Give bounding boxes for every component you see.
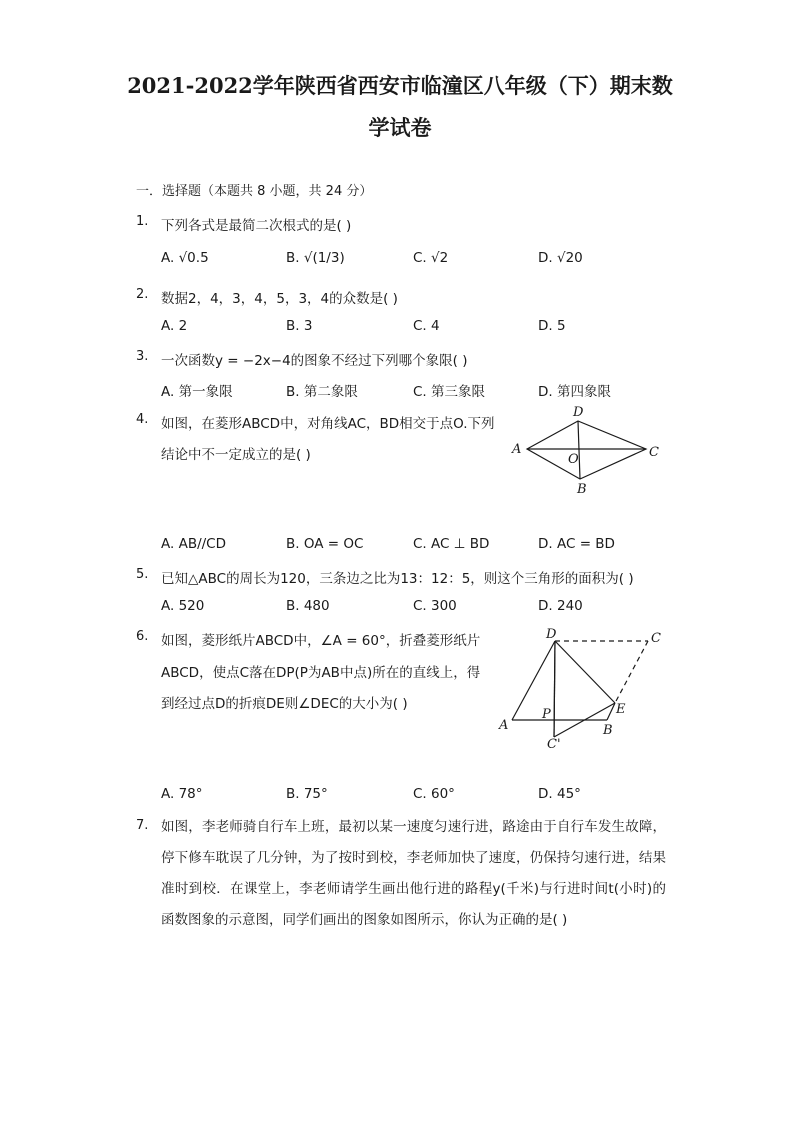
question-1-text: 下列各式是最简二次根式的是( ) [161,218,352,234]
q4-label-b: B [577,482,587,497]
question-3-option-b: B. 第二象限 [286,384,358,400]
question-1-number: 1. [136,214,149,229]
question-4-rhombus-figure [500,405,670,500]
question-2-text: 数据2，4，3，4，5，3，4的众数是( ) [161,291,398,307]
q6-label-c-prime: C' [547,737,561,752]
question-4-option-c: C. AC ⊥ BD [413,536,490,552]
question-3-option-c: C. 第三象限 [413,384,486,400]
dashed-ce [615,641,648,703]
question-4-text-line2: 结论中不一定成立的是( ) [161,447,311,463]
q6-label-c: C [651,631,661,646]
question-6-option-b: B. 75° [286,786,328,802]
question-6-number: 6. [136,629,149,644]
question-6-text-line3: 到经过点D的折痕DE则∠DEC的大小为( ) [161,696,408,712]
question-2-option-a: A. 2 [161,318,188,334]
q6-label-b: B [603,723,613,738]
question-5-option-c: C. 300 [413,598,457,614]
question-2-option-d: D. 5 [538,318,566,334]
question-2-option-c: C. 4 [413,318,440,334]
question-1-option-b: B. √(1/3) [286,250,345,266]
question-5-option-d: D. 240 [538,598,583,614]
question-5-text: 已知△ABC的周长为120，三条边之比为13：12：5，则这个三角形的面积为( ) [161,571,634,587]
q6-label-d: D [546,627,557,642]
question-3-text: 一次函数y = −2x−4的图象不经过下列哪个象限( ) [161,353,468,369]
question-3-option-d: D. 第四象限 [538,384,611,400]
question-6-folding-figure [495,625,675,755]
section-heading: 一．选择题（本题共 8 小题，共 24 分） [136,184,373,199]
question-6-option-a: A. 78° [161,786,203,802]
question-1-option-a: A. √0.5 [161,250,209,266]
question-6-option-c: C. 60° [413,786,455,802]
question-1-option-c: C. √2 [413,250,449,266]
q4-label-d: D [573,405,584,420]
exam-title-line2: 学试卷 [368,115,432,140]
q6-label-e: E [616,702,626,717]
q6-label-p: P [542,707,551,722]
question-4-option-d: D. AC = BD [538,536,615,552]
question-2-option-b: B. 3 [286,318,313,334]
question-6-option-d: D. 45° [538,786,581,802]
question-5-number: 5. [136,567,149,582]
question-7-number: 7. [136,818,149,833]
question-5-option-b: B. 480 [286,598,330,614]
question-4-number: 4. [136,412,149,427]
question-3-option-a: A. 第一象限 [161,384,233,400]
exam-title-line1: 2021-2022学年陕西省西安市临潼区八年级（下）期末数 [127,73,673,98]
q4-label-c: C [649,445,659,460]
question-5-option-a: A. 520 [161,598,205,614]
diagonal-bd [578,421,580,479]
question-7-text: 如图，李老师骑自行车上班，最初以某一速度匀速行进，路途由于自行车发生故障，停下修车耽误了几分钟，为了按时到校，李老师加快了速度，仍保持匀速行进，结果准时到校．在课堂上，李老师请学生画出他行进的路程y(千米)与行进时间t(小时)的函数图象的示意图，同学们画出的图象如图所示，你认为正确的是( ) [161,819,666,928]
question-2-number: 2. [136,287,149,302]
q4-label-a: A [512,442,522,457]
rhombus-abcd [527,421,646,479]
q4-label-o: O [568,452,579,467]
question-6-text-line2: ABCD，使点C落在DP(P为AB中点)所在的直线上，得 [161,665,481,681]
question-1-option-d: D. √20 [538,250,583,266]
question-4-option-b: B. OA = OC [286,536,364,552]
q6-label-a: A [499,718,509,733]
question-6-text-line1: 如图，菱形纸片ABCD中，∠A = 60°，折叠菱形纸片 [161,633,481,649]
line-dc-prime [554,641,555,737]
question-4-option-a: A. AB//CD [161,536,226,552]
question-3-number: 3. [136,349,149,364]
fold-de [555,641,615,703]
question-4-text-line1: 如图，在菱形ABCD中，对角线AC，BD相交于点O.下列 [161,416,495,432]
